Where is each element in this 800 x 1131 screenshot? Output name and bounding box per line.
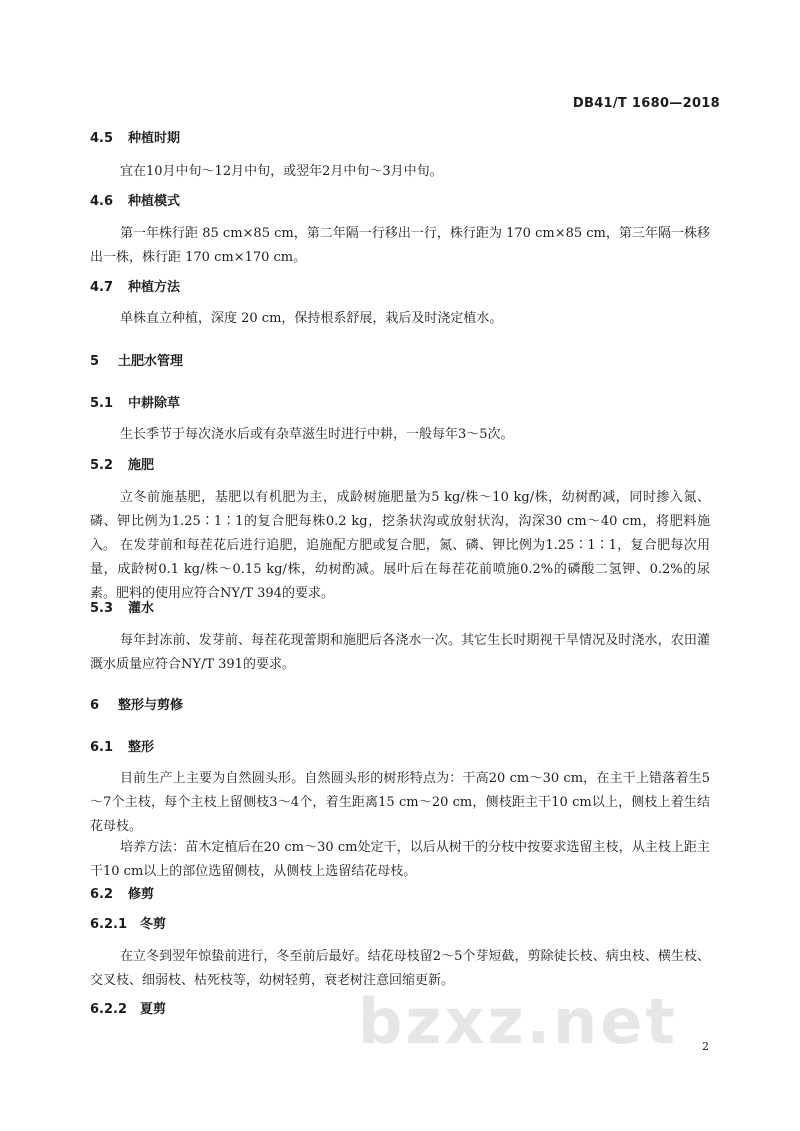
heading-6-2-2 xyxy=(90,1001,166,1019)
paragraph: 第一年株行距 85 cm×85 cm，第二年隔一行移出一行，株行距为 170 cm×85 cm，第三年隔一株移出一株，株行距 170 cm×170 cm。 xyxy=(90,226,710,265)
heading-number: 6 xyxy=(90,698,100,713)
heading-4-7 xyxy=(90,279,180,297)
heading-6-2 xyxy=(90,886,154,904)
heading-title: 种植模式 xyxy=(128,194,181,209)
doc-number: DB41/T 1680—2018 xyxy=(572,96,720,111)
paragraph: 立冬前施基肥，基肥以有机肥为主，成龄树施肥量为5 kg/株～10 kg/株，幼树酌减，同时掺入氮、磷、钾比例为1.25∶1∶1的复合肥每株0.2 kg，挖条状沟或放射状沟，沟深30 cm～40 cm，将肥料施入。 xyxy=(90,490,710,553)
heading-4-5 xyxy=(90,130,180,148)
heading-number: 6.1 xyxy=(90,740,114,755)
heading-5-1 xyxy=(90,395,180,413)
heading-number: 5.1 xyxy=(90,396,114,411)
heading-number: 5.2 xyxy=(90,458,114,473)
heading-4-6 xyxy=(90,193,180,211)
watermark: bzxz.net xyxy=(358,985,678,1058)
heading-title: 夏剪 xyxy=(140,1002,167,1017)
heading-number: 4.5 xyxy=(90,131,114,146)
heading-6-2-1 xyxy=(90,916,166,934)
paragraph: 宜在10月中旬～12月中旬，或翌年2月中旬～3月中旬。 xyxy=(120,164,443,179)
heading-title: 整形与剪修 xyxy=(118,698,184,713)
heading-5-3 xyxy=(90,600,154,618)
paragraph: 在立冬到翌年惊蛰前进行，冬至前后最好。结花母枝留2～5个芽短截，剪除徒长枝、病虫枝、横生枝、交叉枝、细弱枝、枯死枝等，幼树轻剪，衰老树注意回缩更新。 xyxy=(90,949,710,988)
heading-title: 施肥 xyxy=(128,458,155,473)
heading-number: 6.2.2 xyxy=(90,1002,128,1017)
heading-number: 5.3 xyxy=(90,601,114,616)
heading-title: 种植方法 xyxy=(128,280,181,295)
heading-title: 修剪 xyxy=(128,887,155,902)
heading-number: 6.2.1 xyxy=(90,917,128,932)
heading-5 xyxy=(90,353,183,371)
page-number: 2 xyxy=(702,1040,709,1053)
heading-title: 灌水 xyxy=(128,601,155,616)
heading-number: 6.2 xyxy=(90,887,114,902)
paragraph: 培养方法：苗木定植后在20 cm～30 cm处定干，以后从树干的分枝中按要求选留主枝，从主枝上距主干10 cm以上的部位选留侧枝，从侧枝上选留结花母枝。 xyxy=(90,840,710,879)
heading-title: 土肥水管理 xyxy=(118,354,184,369)
heading-number: 4.6 xyxy=(90,194,114,209)
heading-title: 整形 xyxy=(128,740,155,755)
paragraph: 生长季节于每次浇水后或有杂草滋生时进行中耕，一般每年3～5次。 xyxy=(120,427,514,442)
paragraph: 目前生产上主要为自然圆头形。自然圆头形的树形特点为：干高20 cm～30 cm，在主干上错落着生5～7个主枝，每个主枝上留侧枝3～4个，着生距离15 cm～20 cm，侧枝距主干10 cm以上，侧枝上着生结花母枝。 xyxy=(90,771,710,834)
heading-5-2 xyxy=(90,457,154,475)
heading-title: 冬剪 xyxy=(140,917,167,932)
heading-number: 5 xyxy=(90,354,100,369)
paragraph: 单株直立种植，深度 20 cm，保持根系舒展，栽后及时浇定植水。 xyxy=(120,311,503,326)
heading-6-1 xyxy=(90,739,154,757)
heading-6 xyxy=(90,697,183,715)
paragraph: 每年封冻前、发芽前、每茬花现蕾期和施肥后各浇水一次。其它生长时期视干旱情况及时浇水，农田灌溉水质量应符合NY/T 391的要求。 xyxy=(90,633,710,672)
paragraph: 在发芽前和每茬花后进行追肥，追施配方肥或复合肥，氮、磷、钾比例为1.25∶1∶1，复合肥每次用量，成龄树0.1 kg/株～0.15 kg/株，幼树酌减。展叶后在每茬花前喷施0.2%的磷酸二氢钾、0.2%的尿素。肥料的使用应符合NY/T 394的要求。 xyxy=(90,538,710,601)
heading-number: 4.7 xyxy=(90,280,114,295)
heading-title: 中耕除草 xyxy=(128,396,181,411)
heading-title: 种植时期 xyxy=(128,131,181,146)
